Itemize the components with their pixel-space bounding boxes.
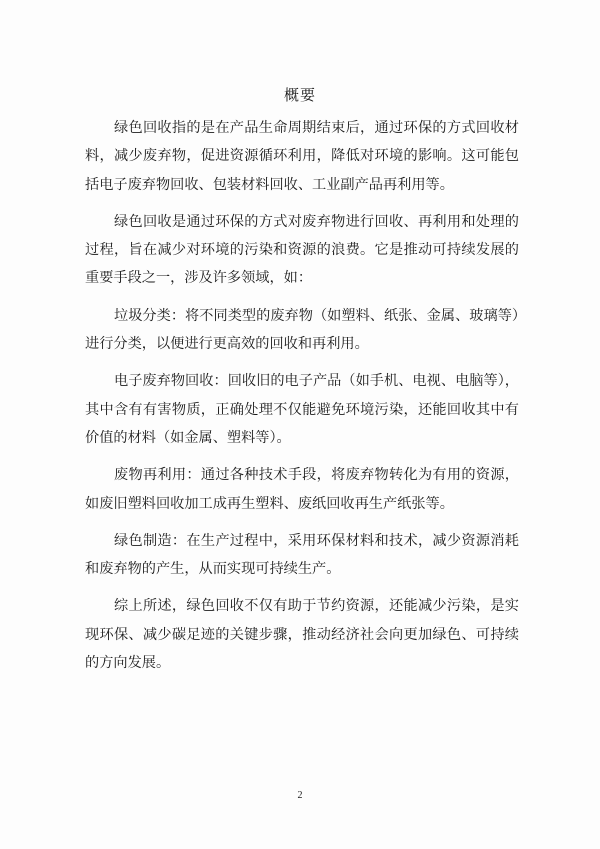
paragraph-e-waste: 电子废弃物回收：回收旧的电子产品（如手机、电视、电脑等），其中含有有害物质，正确处理不仅能避免环境污染，还能回收其中有价值的材料（如金属、塑料等）。 <box>85 373 519 446</box>
paragraph-overview: 绿色回收是通过环保的方式对废弃物进行回收、再利用和处理的过程，旨在减少对环境的污染和资源的浪费。它是推动可持续发展的重要手段之一，涉及许多领域，如： <box>85 213 519 287</box>
paragraph-definition: 绿色回收指的是在产品生命周期结束后，通过环保的方式回收材料，减少废弃物，促进资源循环利用，降低对环境的影响。这可能包括电子废弃物回收、包装材料回收、工业副产品再利用等。 <box>85 120 519 193</box>
page-title: 概要 <box>283 86 316 104</box>
paragraph-green-manufacturing: 绿色制造：在生产过程中，采用环保材料和技术，减少资源消耗和废弃物的产生，从而实现可持续生产。 <box>85 532 519 578</box>
page-number: 2 <box>297 790 303 801</box>
paragraph-reuse: 废物再利用：通过各种技术手段，将废弃物转化为有用的资源，如废旧塑料回收加工成再生塑料、废纸回收再生产纸张等。 <box>85 467 519 512</box>
document-body <box>85 114 519 686</box>
paragraph-waste-sorting: 垃圾分类：将不同类型的废弃物（如塑料、纸张、金属、玻璃等）进行分类，以便进行更高效的回收和再利用。 <box>85 307 519 353</box>
paragraph-conclusion: 综上所述，绿色回收不仅有助于节约资源，还能减少污染，是实现环保、减少碳足迹的关键步骤，推动经济社会向更加绿色、可持续的方向发展。 <box>85 598 519 672</box>
